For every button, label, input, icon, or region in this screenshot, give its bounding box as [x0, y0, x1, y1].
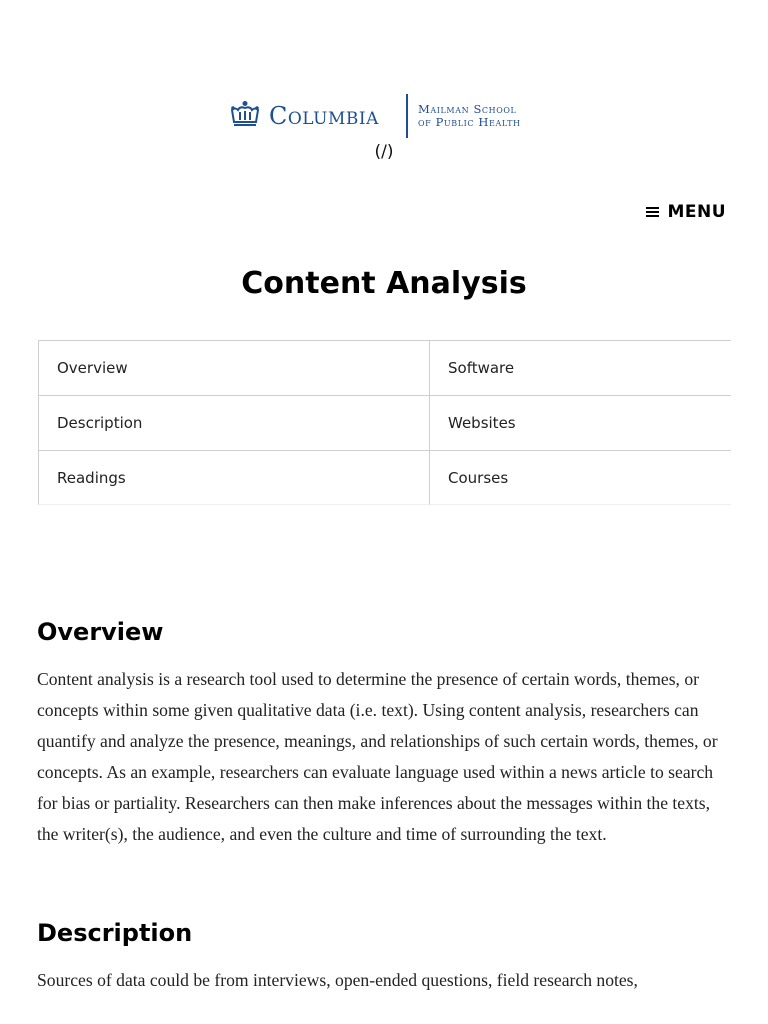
logo-school-name — [418, 103, 521, 129]
hamburger-icon — [646, 207, 659, 218]
toc-link-overview[interactable]: Overview — [38, 340, 429, 395]
menu-label: MENU — [667, 202, 726, 222]
table-of-contents — [38, 340, 731, 505]
toc-link-websites[interactable]: Websites — [429, 395, 731, 450]
toc-link-readings[interactable]: Readings — [38, 450, 429, 505]
page-title: Content Analysis — [241, 266, 527, 301]
toc-link-description[interactable]: Description — [38, 395, 429, 450]
logo-divider — [406, 94, 408, 138]
school-logo-link[interactable] — [229, 92, 533, 140]
logo-school-line1: Mailman School — [418, 102, 517, 116]
toc-link-software[interactable]: Software — [429, 340, 731, 395]
toc-link-courses[interactable]: Courses — [429, 450, 731, 505]
logo-university-name: Columbia — [269, 102, 379, 130]
crown-icon — [229, 100, 261, 128]
section-heading-overview: Overview — [37, 618, 164, 646]
section-body-description: Sources of data could be from interviews, open-ended questions, field research notes, — [37, 970, 638, 990]
menu-button[interactable] — [646, 200, 726, 224]
logo-school-line2: of Public Health — [418, 115, 521, 129]
section-body-overview: Content analysis is a research tool used to determine the presence of certain words, themes, or concepts within some given qualitative data (i.e. text). Using content analysis, researchers can quantify and analyze the presence, meanings, and relationships of such certain words, themes, or concepts. As an example, researchers can evaluate language used within a news article to search for bias or partiality. Researchers can then make inferences about the messages within the texts, the writer(s), the audience, and even the culture and time of surrounding the text. — [37, 669, 718, 844]
section-heading-description: Description — [37, 919, 193, 947]
home-link-text[interactable]: (/) — [374, 142, 394, 162]
